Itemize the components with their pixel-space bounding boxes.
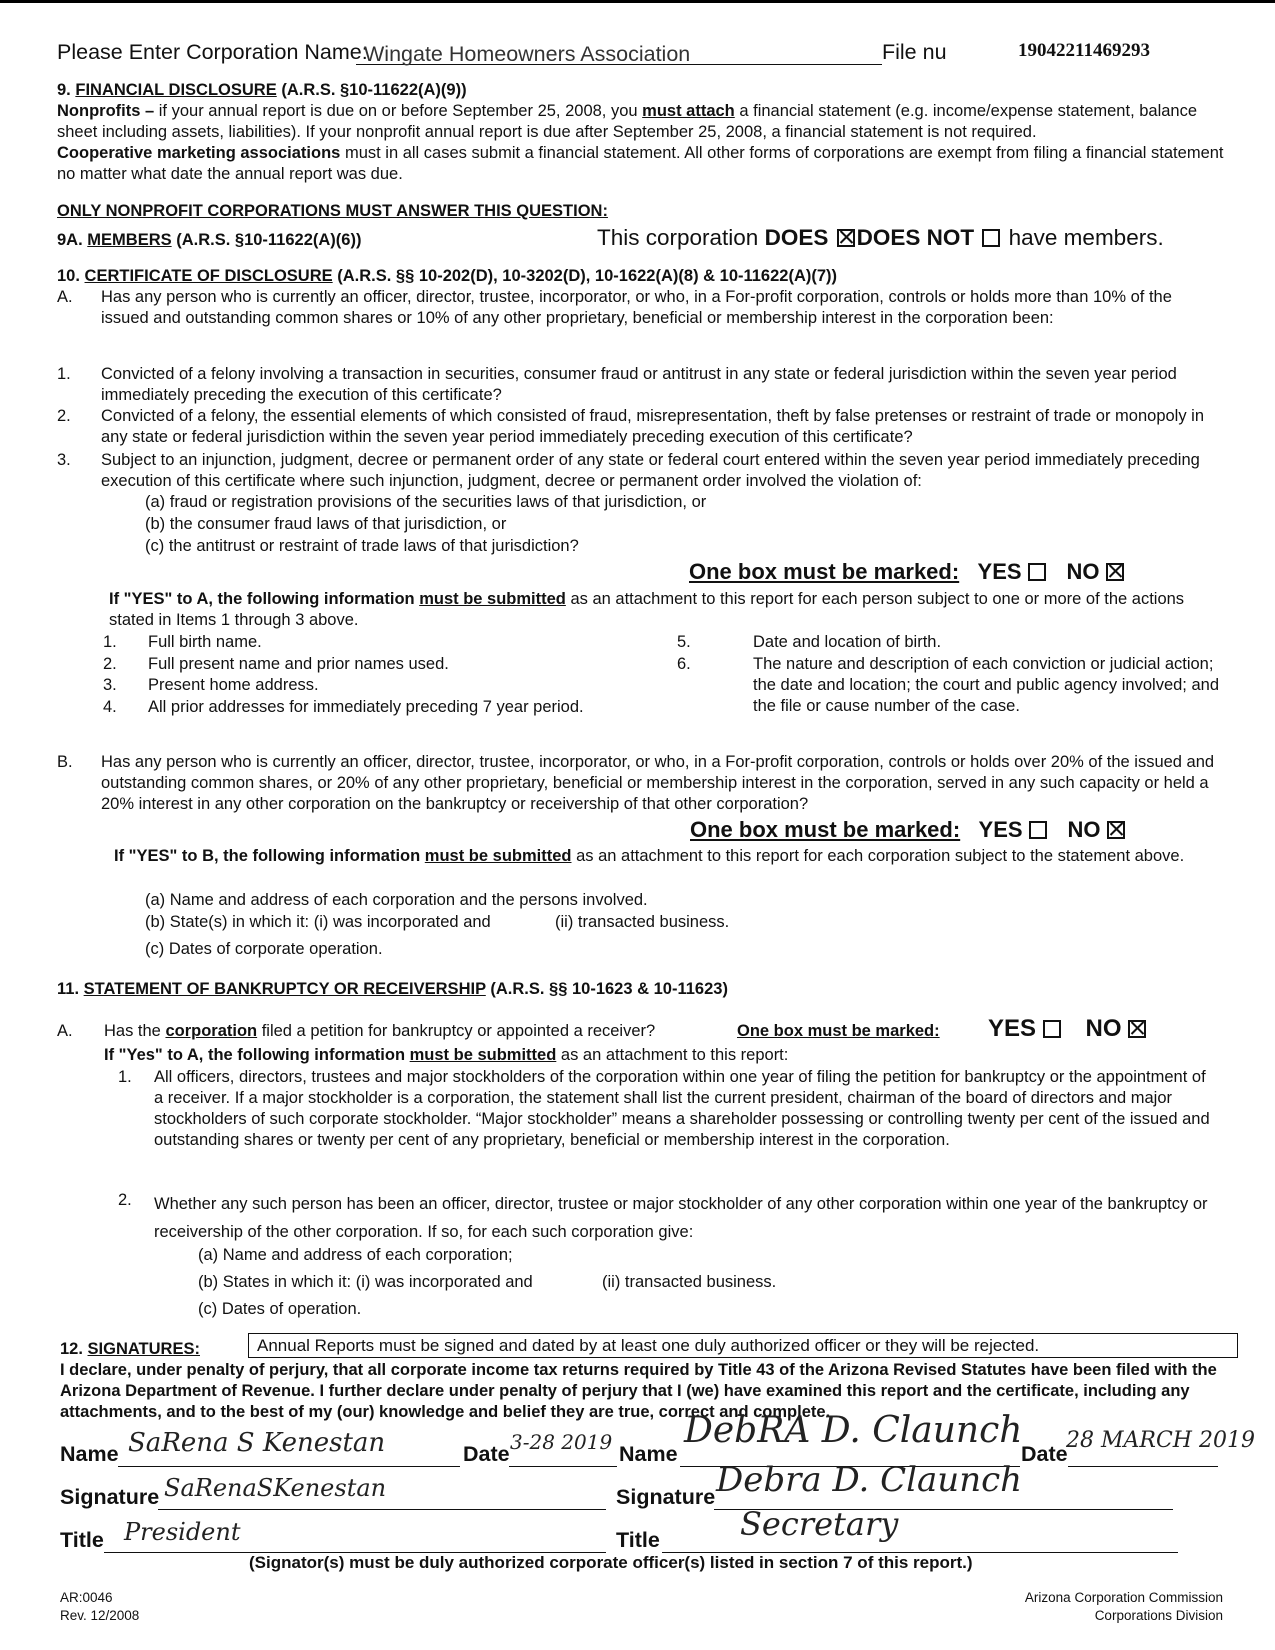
section-11-a-label: A. <box>57 1022 73 1040</box>
list-number: 4. <box>103 698 117 716</box>
section-11-answer: YES NO <box>988 1015 1148 1045</box>
item-number: 1. <box>57 365 71 383</box>
section-10a-ifyes-text: If "YES" to A, the following information must be submitted as an attachment to this report for each person subject to one or more of the actions stated in Items 1 through 3 above. <box>109 590 1185 629</box>
section-10-a-text: Has any person who is currently an officer, director, trustee, incorporator, or who, in a For-profit corporation, controls or holds more than 10% of the issued and outstanding common shares or 10% of any other proprietary, beneficial or membership interest in the corporation been: <box>101 288 1172 327</box>
officer-2-signature[interactable]: Debra D. Claunch <box>716 1460 1023 1500</box>
sub-item-a: (a) fraud or registration provisions of the securities laws of that jurisdiction, or <box>145 493 707 511</box>
file-number-label: File nu <box>882 40 947 64</box>
stamp-number: 19042211469293 <box>1018 40 1150 61</box>
form-revision: Rev. 12/2008 <box>60 1608 140 1623</box>
list-number: 2. <box>118 1191 132 1209</box>
signature-label-right: Signature <box>616 1485 716 1509</box>
officer-2-title[interactable]: Secretary <box>740 1505 899 1543</box>
corp-name-value: Wingate Homeowners Association <box>364 42 691 66</box>
list-number: 6. <box>677 655 691 673</box>
section-10-a-label: A. <box>57 288 73 306</box>
list-item-conviction: The nature and description of each conviction or judicial action; the date and location; the court and public agency involved; and the file or cause number of the case. <box>753 655 1219 715</box>
list-number: 1. <box>118 1068 132 1086</box>
section-10a-yes-checkbox[interactable] <box>1028 563 1046 581</box>
s11-sub-item-a: (a) Name and address of each corporation; <box>198 1246 513 1264</box>
date-line-right <box>1068 1466 1218 1467</box>
section-9-heading: 9. FINANCIAL DISCLOSURE (A.R.S. §10-11622(A)(9)) <box>57 81 467 99</box>
section-9a-heading: 9A. MEMBERS (A.R.S. §10-11622(A)(6)) <box>57 231 362 249</box>
date-line-left <box>509 1466 617 1467</box>
section-9-coop-text: Cooperative marketing associations must in all cases submit a financial statement. All other forms of corporations are exempt from filing a financial statement no matter what date the annual report was due. <box>57 144 1224 183</box>
item-2-text: Convicted of a felony, the essential elements of which consisted of fraud, misrepresentation, theft by false pretenses or restraint of trade or monopoly in any state or federal jurisdiction within the seven year period immediately preceding execution of this certificate? <box>101 407 1205 446</box>
name-label-right: Name <box>619 1442 678 1466</box>
section-12-heading: 12. SIGNATURES: <box>60 1340 200 1358</box>
section-10a-no-checkbox[interactable] <box>1106 563 1124 581</box>
section-10a-answer: One box must be marked: YES NO <box>689 558 1126 588</box>
sub-item-b: (b) the consumer fraud laws of that jurisdiction, or <box>145 515 507 533</box>
form-number: AR:0046 <box>60 1590 113 1605</box>
officer-1-date[interactable]: 3-28 2019 <box>510 1430 613 1454</box>
officer-2-name[interactable]: DebRA D. Claunch <box>684 1410 1023 1451</box>
officer-1-title[interactable]: President <box>124 1518 241 1546</box>
section-10-b-label: B. <box>57 753 73 771</box>
corp-name-label: Please Enter Corporation Name: <box>57 40 368 64</box>
section-10b-ifyes-text: If "YES" to B, the following information must be submitted as an attachment to this report for each corporation subject to the statement above. <box>114 847 1185 865</box>
s11-sub-item-b: (b) States in which it: (i) was incorporated and <box>198 1273 533 1291</box>
section-11-item-1: All officers, directors, trustees and major stockholders of the corporation within one year of filing the petition for bankruptcy or the appointment of a receiver. If a major stockholder is a corporation, the statement shall list the current president, chairman of the board of directors and major stockholders of such corporate stockholder. “Major stockholder” means a shareholder possessing or controlling twenty per cent of the issued and outstanding shares or twenty per cent of any proprietary, beneficial or membership interest in the corporation. <box>154 1068 1210 1149</box>
section-9-nonprofit-text: Nonprofits – if your annual report is due on or before September 25, 2008, you must attach a financial statement (e.g. income/expense statement, balance sheet including assets, liabilities). If your nonprofit annual report is due after September 25, 2008, a financial statement is not required. <box>57 102 1198 141</box>
s11-sub-item-c: (c) Dates of operation. <box>198 1300 362 1318</box>
item-number: 3. <box>57 451 71 469</box>
section-11-heading: 11. STATEMENT OF BANKRUPTCY OR RECEIVERSHIP (A.R.S. §§ 10-1623 & 10-11623) <box>57 980 728 998</box>
section-11-a-question: Has the corporation filed a petition for bankruptcy or appointed a receiver? <box>104 1022 656 1040</box>
members-does-checkbox[interactable] <box>837 229 855 247</box>
name-label-left: Name <box>60 1442 119 1466</box>
item-3-text: Subject to an injunction, judgment, decree or permanent order of any state or federal court entered within the seven year period immediately preceding execution of this certificate where such injunction, judgment, decree or permanent order involved the violation of: <box>101 451 1200 490</box>
section-11-yes-checkbox[interactable] <box>1043 1020 1061 1038</box>
b-sub-item-a: (a) Name and address of each corporation and the persons involved. <box>145 891 648 909</box>
signator-note: (Signator(s) must be duly authorized corporate officer(s) listed in section 7 of this report.) <box>249 1553 973 1572</box>
signature-label-left: Signature <box>60 1485 160 1509</box>
section-11-must-mark: One box must be marked: <box>737 1022 940 1040</box>
item-1-text: Convicted of a felony involving a transaction in securities, consumer fraud or antitrust in any state or federal jurisdiction within the seven year period immediately preceding the execution of this certificate? <box>101 365 1177 404</box>
b-sub-item-b: (b) State(s) in which it: (i) was incorporated and <box>145 913 491 931</box>
section-10b-yes-checkbox[interactable] <box>1029 821 1047 839</box>
list-item-birth-date: Date and location of birth. <box>753 633 942 651</box>
s11-sub-item-b-ii: (ii) transacted business. <box>602 1273 777 1291</box>
officer-2-date[interactable]: 28 MARCH 2019 <box>1066 1428 1255 1453</box>
list-item-birth-name: Full birth name. <box>148 633 262 651</box>
officer-1-signature[interactable]: SaRenaSKenestan <box>164 1474 387 1502</box>
item-number: 2. <box>57 407 71 425</box>
signature-warning-box: Annual Reports must be signed and dated by at least one duly authorized officer or they will be rejected. <box>248 1333 1238 1358</box>
title-label-left: Title <box>60 1528 104 1552</box>
members-does-not-checkbox[interactable] <box>982 229 1000 247</box>
list-number: 5. <box>677 633 691 651</box>
section-11-ifyes-text: If "Yes" to A, the following information must be submitted as an attachment to this report: <box>104 1046 789 1064</box>
list-number: 1. <box>103 633 117 651</box>
nonprofit-only-heading: ONLY NONPROFIT CORPORATIONS MUST ANSWER THIS QUESTION: <box>57 202 608 220</box>
agency-division: Corporations Division <box>1094 1608 1223 1623</box>
title-label-right: Title <box>616 1528 660 1552</box>
perjury-declaration: I declare, under penalty of perjury, that all corporate income tax returns required by Title 43 of the Arizona Revised Statutes have been filed with the Arizona Department of Revenue. I further declare under penalty of perjury that I (we) have examined this report and the certificate, including any attachments, and to the best of my (our) knowledge and belief they are true, correct and complete. <box>60 1361 1217 1421</box>
scan-top-edge <box>0 0 1275 3</box>
list-number: 2. <box>103 655 117 673</box>
agency-name: Arizona Corporation Commission <box>1024 1590 1223 1605</box>
list-item-home-address: Present home address. <box>148 676 319 694</box>
name-line-left <box>118 1466 460 1467</box>
date-label-right: Date <box>1021 1442 1068 1466</box>
section-10-heading: 10. CERTIFICATE OF DISCLOSURE (A.R.S. §§ 10-202(D), 10-3202(D), 10-1622(A)(8) & 10-11622(A)(7)) <box>57 267 838 285</box>
sub-item-c: (c) the antitrust or restraint of trade laws of that jurisdiction? <box>145 537 579 555</box>
section-11-item-2: Whether any such person has been an officer, director, trustee or major stockholder of any other corporation within one year of the bankruptcy or receivership of the other corporation. If so, for each such corporation give: <box>154 1195 1208 1241</box>
b-sub-item-b-ii: (ii) transacted business. <box>555 913 730 931</box>
date-label-left: Date <box>463 1442 510 1466</box>
list-number: 3. <box>103 676 117 694</box>
officer-1-name[interactable]: SaRena S Kenestan <box>128 1428 386 1458</box>
list-item-present-name: Full present name and prior names used. <box>148 655 449 673</box>
signature-line-left <box>158 1509 606 1510</box>
section-11-no-checkbox[interactable] <box>1128 1020 1146 1038</box>
members-statement: This corporation DOES DOES NOT have members. <box>597 225 1164 250</box>
section-10b-no-checkbox[interactable] <box>1107 821 1125 839</box>
section-10b-answer: One box must be marked: YES NO <box>690 816 1127 846</box>
b-sub-item-c: (c) Dates of corporate operation. <box>145 940 383 958</box>
list-item-prior-addresses: All prior addresses for immediately preceding 7 year period. <box>148 698 584 716</box>
section-10-b-text: Has any person who is currently an officer, director, trustee, incorporator, or who, in a For-profit corporation, controls or holds over 20% of the issued and outstanding common shares, or 20% of any other proprietary, beneficial or membership interest in the corporation, served in any such capacity or held a 20% interest in any other corporation on the bankruptcy or receivership of that other corporation? <box>101 753 1215 813</box>
